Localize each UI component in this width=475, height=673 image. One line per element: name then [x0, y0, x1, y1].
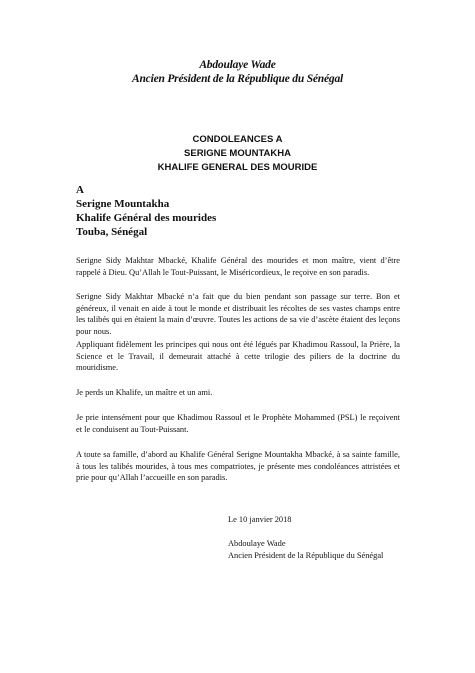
body-paragraph-2: Serigne Sidy Makhtar Mbacké n’a fait que du bien pendant son passage sur terre. Bon et généreux, il venait en aide à tout le monde et distribuait les récoltes de ses vastes champs entre les talibés qui en étaient la main d’œuvre. Toutes les actions de sa vie d’ascète étaient des leçons pour nous. [76, 292, 400, 336]
recipient-name: Serigne Mountakha [76, 198, 170, 210]
body-paragraph-4: Je perds un Khalife, un maître et un ami. [76, 388, 213, 397]
sender-title: Ancien Président de la République du Sénégal [132, 73, 343, 85]
recipient-location: Touba, Sénégal [76, 226, 148, 238]
condolence-title-line-3: KHALIFE GENERAL DES MOURIDE [157, 162, 318, 173]
body-paragraph-6: A toute sa famille, d’abord au Khalife Général Serigne Mountakha Mbacké, à sa sainte famille, à tous les talibés mourides, à tous mes compatriotes, je présente mes condoléances attristées et prie pour qu’Allah l’accueille en son paradis. [76, 450, 400, 482]
condolence-title-line-2: SERIGNE MOUNTAKHA [184, 148, 291, 159]
signature-title: Ancien Président de la République du Sénégal [228, 551, 384, 560]
sender-name: Abdoulaye Wade [199, 59, 276, 71]
signature-name: Abdoulaye Wade [228, 539, 286, 548]
body-paragraph-5: Je prie intensément pour que Khadimou Rassoul et le Prophète Mohammed (PSL) le reçoivent et le conduisent au Tout-Puissant. [76, 413, 400, 434]
body-paragraph-3: Appliquant fidèlement les principes qui nous ont été légués par Khadimou Rassoul, la Prière, la Science et le Travail, il demeurait attaché à cette trilogie des piliers de la doctrine du mouridisme. [76, 340, 400, 372]
signature-date: Le 10 janvier 2018 [228, 515, 292, 524]
condolence-title-line-1: CONDOLEANCES A [192, 134, 283, 145]
recipient-role: Khalife Général des mourides [76, 212, 217, 224]
body-paragraph-1: Serigne Sidy Makhtar Mbacké, Khalife Général des mourides et mon maître, vient d’être rappelé à Dieu. Qu’Allah le Tout-Puissant, le Miséricordieux, le reçoive en son paradis. [76, 256, 400, 277]
recipient-prefix: A [76, 184, 84, 196]
